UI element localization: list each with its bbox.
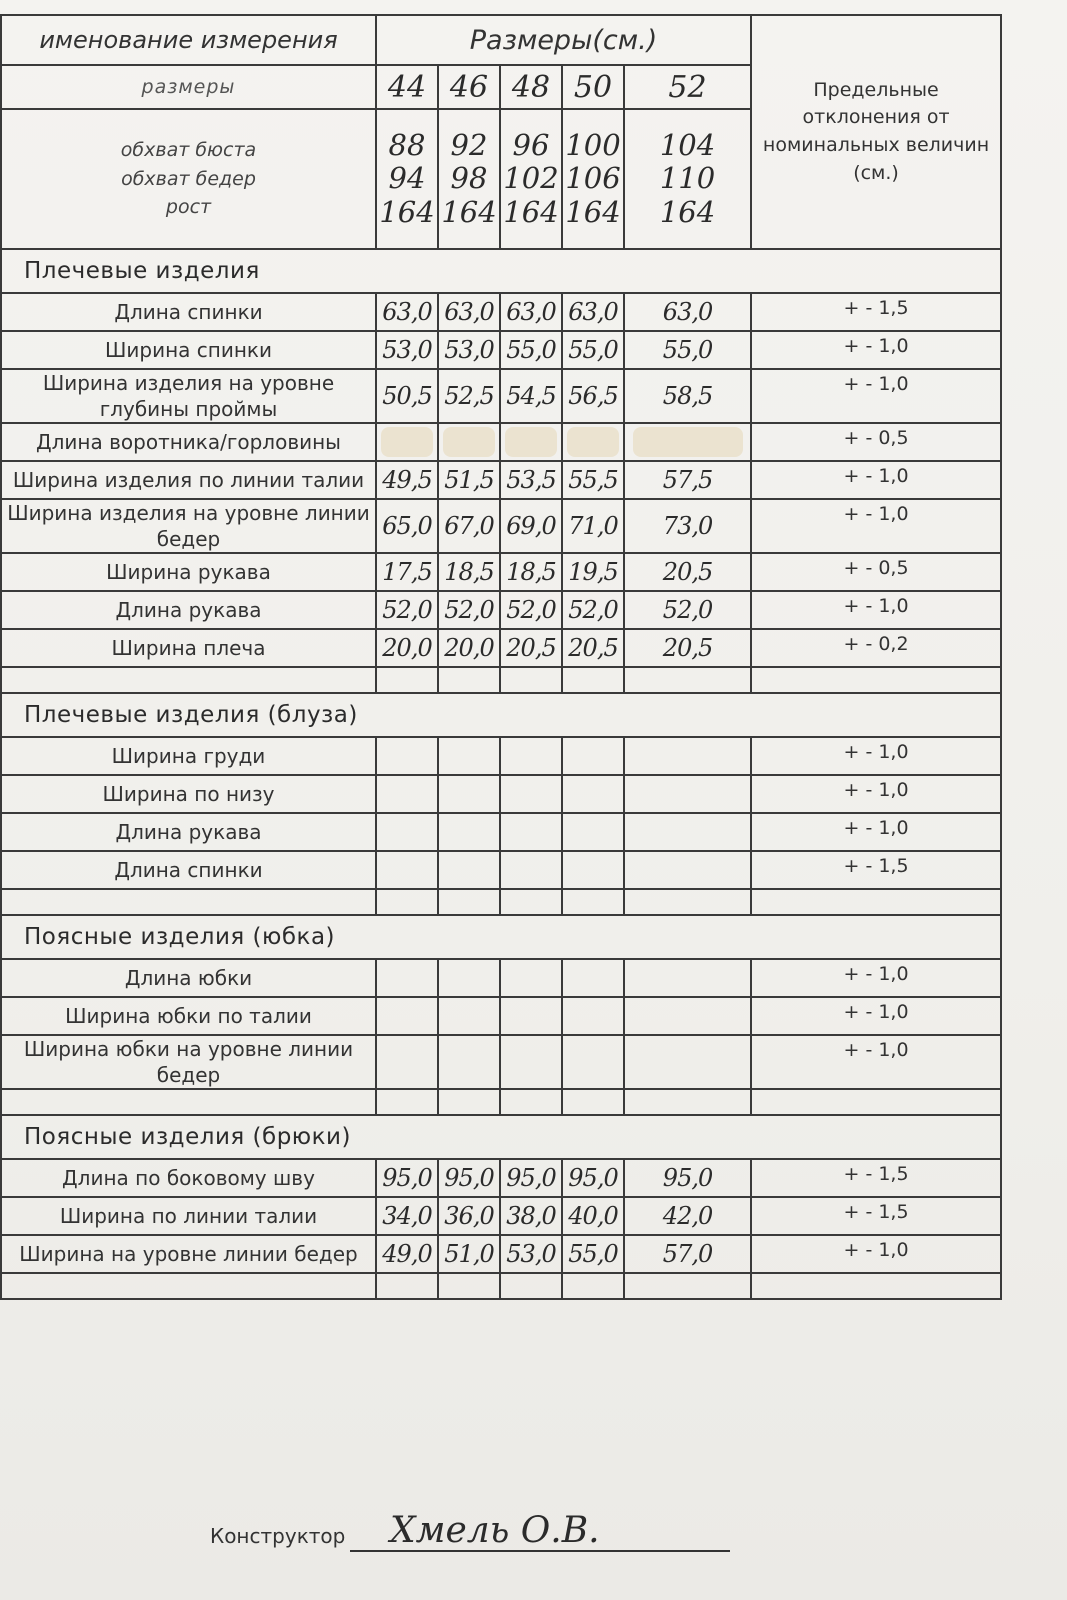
measurement-value: 63,0 — [562, 293, 624, 331]
size-52: 52 — [624, 65, 751, 109]
measurement-label: Ширина юбки на уровне линии бедер — [1, 1035, 376, 1089]
anthropometry-size-48 — [500, 109, 562, 249]
table-row — [1, 629, 1001, 667]
measurement-value: 52,0 — [376, 591, 438, 629]
measurement-value: 52,5 — [438, 369, 500, 423]
anthropometry-size-50 — [562, 109, 624, 249]
size-50: 50 — [562, 65, 624, 109]
spacer-cell — [624, 1089, 751, 1115]
bust-value: 92 — [450, 127, 488, 162]
spacer-cell — [562, 1089, 624, 1115]
spacer-cell — [438, 889, 500, 915]
measurement-value: 55,5 — [562, 461, 624, 499]
measurement-label: Ширина рукава — [1, 553, 376, 591]
measurement-value: 53,0 — [376, 331, 438, 369]
measurement-label: Длина спинки — [1, 293, 376, 331]
size-46: 46 — [438, 65, 500, 109]
tolerance-value: + - 1,0 — [751, 775, 1001, 813]
tolerance-value: + - 1,5 — [751, 1197, 1001, 1235]
sizes-header: Размеры(см.) — [376, 15, 751, 65]
measurement-value — [376, 1035, 438, 1089]
spacer-cell — [751, 1273, 1001, 1299]
measurement-value — [624, 423, 751, 461]
measurement-value: 50,5 — [376, 369, 438, 423]
measurement-table — [0, 14, 1002, 1300]
anthropometry-size-52 — [624, 109, 751, 249]
tolerance-value: + - 1,5 — [751, 293, 1001, 331]
table-row — [1, 423, 1001, 461]
measurement-value — [438, 813, 500, 851]
spacer-cell — [376, 1273, 438, 1299]
measurement-value: 57,0 — [624, 1235, 751, 1273]
table-row — [1, 1197, 1001, 1235]
height-value: 164 — [565, 194, 621, 229]
table-row — [1, 553, 1001, 591]
measurement-value: 49,0 — [376, 1235, 438, 1273]
spacer-cell — [1, 889, 376, 915]
measurement-label: Длина рукава — [1, 591, 376, 629]
measurement-value: 54,5 — [500, 369, 562, 423]
spacer-row — [1, 1273, 1001, 1299]
measurement-value — [500, 1035, 562, 1089]
sizes-row-label: размеры — [1, 65, 376, 109]
measurement-label: Ширина юбки по талии — [1, 997, 376, 1035]
measurement-value: 63,0 — [438, 293, 500, 331]
tolerance-value: + - 1,0 — [751, 1235, 1001, 1273]
spacer-row — [1, 667, 1001, 693]
tolerance-value: + - 1,0 — [751, 499, 1001, 553]
measurement-label: Длина юбки — [1, 959, 376, 997]
hips-value: 106 — [565, 161, 621, 196]
spacer-cell — [438, 1273, 500, 1299]
measurement-label: Ширина по низу — [1, 775, 376, 813]
measurement-value: 57,5 — [624, 461, 751, 499]
measurement-value: 95,0 — [562, 1159, 624, 1197]
measurement-value — [562, 959, 624, 997]
correction-smudge — [443, 427, 496, 457]
section-title: Плечевые изделия (блуза) — [1, 693, 1001, 737]
header-row-title — [1, 15, 1001, 65]
tolerance-value: + - 1,0 — [751, 331, 1001, 369]
bust-value: 88 — [388, 127, 426, 162]
measurement-value: 63,0 — [500, 293, 562, 331]
measurement-label: Ширина по линии талии — [1, 1197, 376, 1235]
measurement-value: 42,0 — [624, 1197, 751, 1235]
section-row — [1, 1115, 1001, 1159]
measurement-value: 55,0 — [562, 331, 624, 369]
measurement-value: 20,5 — [624, 629, 751, 667]
measurement-value: 63,0 — [624, 293, 751, 331]
measurement-value: 58,5 — [624, 369, 751, 423]
spacer-cell — [500, 667, 562, 693]
table-row — [1, 997, 1001, 1035]
measurement-label: Ширина груди — [1, 737, 376, 775]
spacer-row — [1, 889, 1001, 915]
measurement-label: Ширина изделия по линии талии — [1, 461, 376, 499]
constructor-footer — [210, 1510, 730, 1560]
measurement-value: 18,5 — [500, 553, 562, 591]
spacer-cell — [562, 1273, 624, 1299]
measurement-label: Ширина изделия на уровне глубины проймы — [1, 369, 376, 423]
spacer-cell — [751, 889, 1001, 915]
hips-label: обхват бедер — [121, 167, 256, 190]
measurement-value: 40,0 — [562, 1197, 624, 1235]
tolerance-value: + - 1,0 — [751, 959, 1001, 997]
correction-smudge — [381, 427, 434, 457]
measurement-value — [562, 737, 624, 775]
measurement-value — [500, 775, 562, 813]
measurement-value: 51,0 — [438, 1235, 500, 1273]
measurement-value — [438, 851, 500, 889]
anthropometry-size-44 — [376, 109, 438, 249]
measurement-value: 19,5 — [562, 553, 624, 591]
measurement-label: Длина спинки — [1, 851, 376, 889]
measurement-label: Ширина изделия на уровне линии бедер — [1, 499, 376, 553]
measurement-value: 20,0 — [438, 629, 500, 667]
table-row — [1, 1035, 1001, 1089]
spacer-cell — [500, 1273, 562, 1299]
spacer-cell — [500, 889, 562, 915]
tolerance-value: + - 1,0 — [751, 1035, 1001, 1089]
measurement-value: 20,0 — [376, 629, 438, 667]
measurement-value — [438, 959, 500, 997]
measurement-value — [500, 813, 562, 851]
spacer-cell — [624, 889, 751, 915]
measurement-value — [376, 737, 438, 775]
tolerance-value: + - 0,5 — [751, 423, 1001, 461]
table-row — [1, 775, 1001, 813]
measurement-value — [562, 423, 624, 461]
measurement-value: 65,0 — [376, 499, 438, 553]
measurement-value — [376, 813, 438, 851]
measurement-name-header: именование измерения — [1, 15, 376, 65]
spacer-cell — [562, 667, 624, 693]
spacer-cell — [500, 1089, 562, 1115]
measurement-value — [624, 775, 751, 813]
table-row — [1, 737, 1001, 775]
correction-smudge — [567, 427, 620, 457]
bust-value: 104 — [659, 127, 716, 162]
section-title: Поясные изделия (юбка) — [1, 915, 1001, 959]
section-title: Поясные изделия (брюки) — [1, 1115, 1001, 1159]
table-row — [1, 851, 1001, 889]
spacer-cell — [562, 889, 624, 915]
tolerance-value: + - 1,5 — [751, 1159, 1001, 1197]
measurement-value — [500, 959, 562, 997]
height-value: 164 — [503, 194, 559, 229]
measurement-value: 18,5 — [438, 553, 500, 591]
spacer-cell — [751, 1089, 1001, 1115]
measurement-label: Ширина на уровне линии бедер — [1, 1235, 376, 1273]
measurement-label: Длина по боковому шву — [1, 1159, 376, 1197]
spacer-cell — [1, 1273, 376, 1299]
tolerance-value: + - 1,0 — [751, 737, 1001, 775]
table-row — [1, 331, 1001, 369]
measurement-value — [624, 737, 751, 775]
tolerance-value: + - 1,0 — [751, 997, 1001, 1035]
measurement-value — [624, 851, 751, 889]
measurement-value — [438, 737, 500, 775]
spacer-cell — [376, 889, 438, 915]
measurement-value: 53,0 — [500, 1235, 562, 1273]
spacer-cell — [624, 667, 751, 693]
measurement-value: 52,0 — [500, 591, 562, 629]
measurement-value: 17,5 — [376, 553, 438, 591]
hips-value: 94 — [388, 161, 426, 196]
measurement-value — [624, 813, 751, 851]
height-value: 164 — [379, 194, 435, 229]
measurement-value — [500, 997, 562, 1035]
table-row — [1, 369, 1001, 423]
tolerance-value: + - 1,0 — [751, 813, 1001, 851]
measurement-value: 69,0 — [500, 499, 562, 553]
measurement-value: 34,0 — [376, 1197, 438, 1235]
table-row — [1, 813, 1001, 851]
anthropometry-labels — [1, 109, 376, 249]
measurement-value: 55,0 — [500, 331, 562, 369]
measurement-value: 95,0 — [438, 1159, 500, 1197]
measurement-value — [376, 775, 438, 813]
table-row — [1, 461, 1001, 499]
bust-value: 100 — [565, 127, 621, 162]
measurement-value — [376, 423, 438, 461]
correction-smudge — [505, 427, 558, 457]
measurement-value — [562, 851, 624, 889]
spacer-cell — [438, 1089, 500, 1115]
measurement-value — [562, 1035, 624, 1089]
constructor-signature: Хмель О.В. — [350, 1510, 730, 1552]
section-row — [1, 249, 1001, 293]
spacer-cell — [376, 667, 438, 693]
measurement-value — [562, 997, 624, 1035]
measurement-label: Длина воротника/горловины — [1, 423, 376, 461]
tolerance-header: Предельные отклонения от номинальных величин (см.) — [751, 15, 1001, 249]
measurement-value: 63,0 — [376, 293, 438, 331]
bust-label: обхват бюста — [120, 139, 257, 162]
measurement-table-body — [1, 15, 1001, 1299]
hips-value: 110 — [659, 161, 716, 196]
correction-smudge — [633, 427, 743, 457]
spacer-cell — [624, 1273, 751, 1299]
section-row — [1, 915, 1001, 959]
section-row — [1, 693, 1001, 737]
tolerance-value: + - 1,0 — [751, 369, 1001, 423]
measurement-value — [438, 775, 500, 813]
measurement-value — [624, 959, 751, 997]
measurement-value: 55,0 — [624, 331, 751, 369]
table-row — [1, 499, 1001, 553]
spacer-cell — [376, 1089, 438, 1115]
measurement-value: 52,0 — [624, 591, 751, 629]
measurement-value: 38,0 — [500, 1197, 562, 1235]
measurement-value: 20,5 — [624, 553, 751, 591]
measurement-value: 71,0 — [562, 499, 624, 553]
measurement-value — [438, 1035, 500, 1089]
measurement-value: 49,5 — [376, 461, 438, 499]
tolerance-value: + - 0,2 — [751, 629, 1001, 667]
size-48: 48 — [500, 65, 562, 109]
measurement-value — [624, 1035, 751, 1089]
height-label: рост — [165, 196, 212, 219]
measurement-value: 53,5 — [500, 461, 562, 499]
hips-value: 98 — [450, 161, 488, 196]
measurement-value: 56,5 — [562, 369, 624, 423]
hips-value: 102 — [503, 161, 559, 196]
measurement-value — [438, 423, 500, 461]
measurement-value: 95,0 — [500, 1159, 562, 1197]
measurement-label: Ширина спинки — [1, 331, 376, 369]
measurement-value — [562, 813, 624, 851]
measurement-value: 95,0 — [376, 1159, 438, 1197]
measurement-value: 52,0 — [438, 591, 500, 629]
tolerance-value: + - 1,0 — [751, 461, 1001, 499]
measurement-value — [562, 775, 624, 813]
section-title: Плечевые изделия — [1, 249, 1001, 293]
table-row — [1, 591, 1001, 629]
tolerance-value: + - 1,0 — [751, 591, 1001, 629]
measurement-value — [438, 997, 500, 1035]
measurement-value: 55,0 — [562, 1235, 624, 1273]
size-44: 44 — [376, 65, 438, 109]
measurement-value: 51,5 — [438, 461, 500, 499]
measurement-value — [624, 997, 751, 1035]
measurement-value: 95,0 — [624, 1159, 751, 1197]
measurement-value: 20,5 — [500, 629, 562, 667]
spacer-cell — [751, 667, 1001, 693]
measurement-label: Длина рукава — [1, 813, 376, 851]
measurement-value: 36,0 — [438, 1197, 500, 1235]
measurement-value: 67,0 — [438, 499, 500, 553]
table-row — [1, 293, 1001, 331]
measurement-value — [376, 851, 438, 889]
measurement-value: 20,5 — [562, 629, 624, 667]
measurement-value — [500, 851, 562, 889]
table-row — [1, 959, 1001, 997]
constructor-label: Конструктор — [210, 1524, 346, 1548]
spacer-cell — [438, 667, 500, 693]
spacer-cell — [1, 667, 376, 693]
measurement-value — [376, 997, 438, 1035]
measurement-label: Ширина плеча — [1, 629, 376, 667]
table-row — [1, 1159, 1001, 1197]
measurement-value: 73,0 — [624, 499, 751, 553]
anthropometry-size-46 — [438, 109, 500, 249]
tolerance-value: + - 1,5 — [751, 851, 1001, 889]
spacer-cell — [1, 1089, 376, 1115]
height-value: 164 — [441, 194, 497, 229]
height-value: 164 — [659, 194, 716, 229]
measurement-value: 52,0 — [562, 591, 624, 629]
measurement-value — [376, 959, 438, 997]
spacer-row — [1, 1089, 1001, 1115]
table-row — [1, 1235, 1001, 1273]
tolerance-value: + - 0,5 — [751, 553, 1001, 591]
measurement-value — [500, 737, 562, 775]
bust-value: 96 — [512, 127, 550, 162]
measurement-value — [500, 423, 562, 461]
measurement-value: 53,0 — [438, 331, 500, 369]
